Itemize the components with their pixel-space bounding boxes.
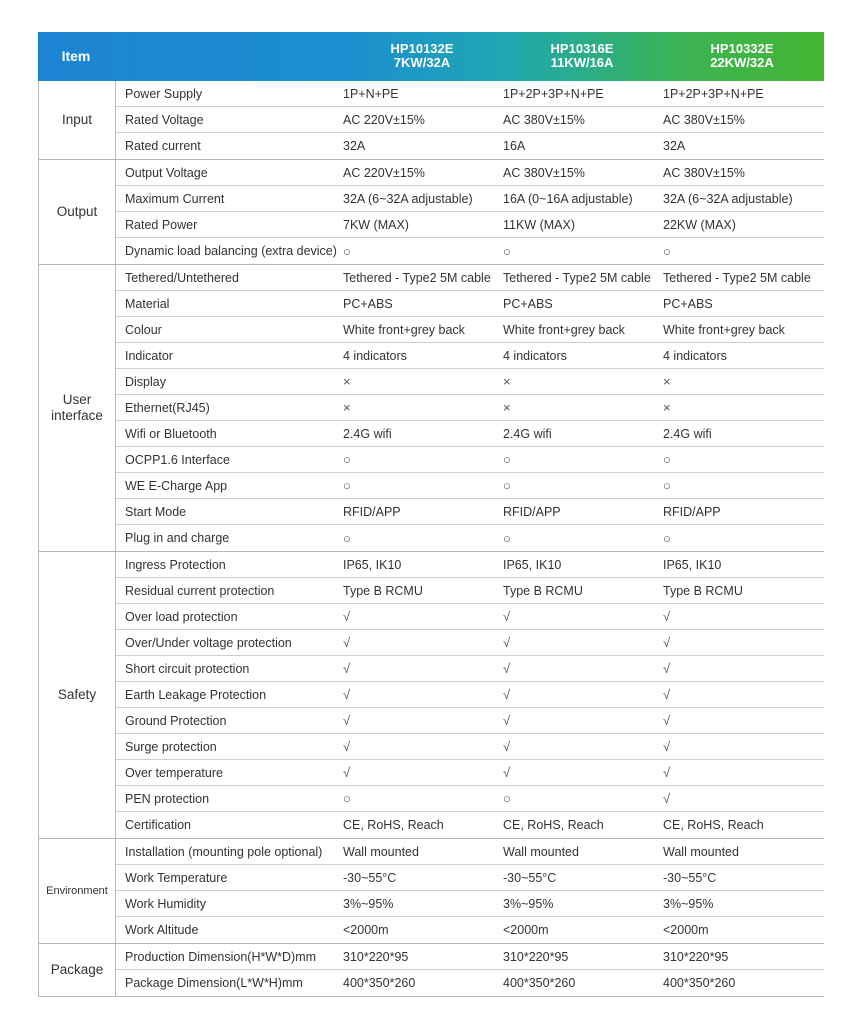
spec-value: 1P+N+PE (343, 86, 399, 101)
spec-value: × (663, 400, 671, 415)
spec-value: CE, RoHS, Reach (343, 818, 444, 832)
spec-group (38, 839, 824, 944)
table-row (116, 917, 824, 943)
spec-value: 4 indicators (343, 348, 407, 363)
header-item-label: Item (61, 48, 91, 64)
spec-name: Plug in and charge (125, 531, 230, 545)
spec-value: Wall mounted (343, 844, 419, 859)
spec-group (38, 160, 824, 265)
spec-value: <2000m (503, 923, 549, 937)
spec-value: 400*350*260 (343, 976, 416, 990)
model-rating: 22KW/32A (710, 55, 774, 70)
spec-value: -30~55°C (663, 870, 717, 885)
spec-value: × (343, 374, 351, 389)
spec-name: Tethered/Untethered (125, 270, 239, 285)
spec-name: Work Altitude (125, 923, 199, 937)
table-row (116, 604, 824, 630)
spec-value: √ (663, 687, 671, 702)
spec-value: × (503, 400, 511, 415)
model-code: HP10132E (390, 41, 454, 56)
spec-value: Wall mounted (503, 844, 579, 859)
spec-value: IP65, IK10 (663, 557, 722, 572)
table-row (116, 421, 824, 447)
spec-value: Tethered - Type2 5M cable (343, 270, 491, 285)
table-row (116, 133, 824, 159)
spec-value: ○ (503, 530, 511, 546)
spec-value: √ (503, 687, 511, 702)
table-row (116, 944, 824, 970)
spec-name: OCPP1.6 Interface (125, 452, 230, 467)
spec-value: RFID/APP (663, 504, 721, 519)
spec-name: Production Dimension(H*W*D)mm (125, 949, 317, 964)
table-row (116, 447, 824, 473)
table-row (116, 238, 824, 264)
table-row (116, 499, 824, 525)
spec-value: √ (663, 739, 671, 754)
spec-value: 16A (503, 139, 526, 153)
spec-value: √ (343, 609, 351, 624)
table-row (116, 291, 824, 317)
spec-value: PC+ABS (663, 296, 713, 311)
header-model-3 (667, 42, 817, 70)
spec-value: ○ (343, 452, 351, 467)
spec-value: AC 220V±15% (343, 165, 425, 180)
group-rows (116, 81, 824, 159)
spec-value: √ (663, 609, 671, 624)
spec-name: Output Voltage (125, 165, 208, 180)
spec-value: Type B RCMU (663, 583, 743, 598)
table-header (38, 32, 824, 81)
spec-name: Display (125, 374, 166, 389)
spec-value: 400*350*260 (663, 976, 736, 990)
spec-value: 310*220*95 (663, 949, 729, 964)
spec-name: Dynamic load balancing (extra device) (125, 244, 337, 258)
spec-value: 1P+2P+3P+N+PE (503, 86, 604, 101)
spec-value: 2.4G wifi (663, 426, 712, 441)
spec-value: ○ (343, 478, 351, 493)
spec-value: White front+grey back (503, 322, 625, 337)
spec-value: 32A (663, 139, 686, 153)
spec-value: IP65, IK10 (503, 557, 562, 572)
spec-value: IP65, IK10 (343, 557, 402, 572)
spec-value: √ (663, 661, 671, 676)
table-row (116, 107, 824, 133)
spec-name: Package Dimension(L*W*H)mm (125, 976, 303, 990)
spec-name: Maximum Current (125, 191, 225, 206)
spec-value: Type B RCMU (503, 583, 583, 598)
spec-value: ○ (343, 791, 351, 806)
table-row (116, 395, 824, 421)
spec-group (38, 265, 824, 552)
table-row (116, 786, 824, 812)
spec-value: √ (503, 635, 511, 650)
spec-name: Start Mode (125, 504, 187, 519)
spec-value: RFID/APP (343, 504, 401, 519)
spec-value: White front+grey back (663, 322, 785, 337)
spec-value: 400*350*260 (503, 976, 576, 990)
table-row (116, 265, 824, 291)
spec-value: √ (503, 609, 511, 624)
header-model-1 (347, 42, 497, 70)
spec-value: √ (663, 765, 671, 780)
table-row (116, 473, 824, 499)
spec-name: Short circuit protection (125, 661, 250, 676)
group-label: Output (38, 160, 116, 264)
spec-name: Wifi or Bluetooth (125, 426, 217, 441)
group-label: User interface (38, 265, 116, 551)
spec-value: -30~55°C (503, 870, 557, 885)
spec-value: Tethered - Type2 5M cable (503, 270, 651, 285)
spec-value: 310*220*95 (343, 949, 409, 964)
spec-value: √ (663, 791, 671, 806)
spec-value: 7KW (MAX) (343, 217, 409, 232)
table-row (116, 160, 824, 186)
spec-value: √ (343, 765, 351, 780)
spec-value: 32A (6~32A adjustable) (343, 191, 473, 206)
table-row (116, 578, 824, 604)
table-row (116, 317, 824, 343)
spec-value: <2000m (663, 923, 709, 937)
spec-value: <2000m (343, 923, 389, 937)
spec-name: Material (125, 296, 170, 311)
spec-value: √ (663, 713, 671, 728)
spec-name: Rated Power (125, 217, 198, 232)
spec-value: √ (343, 713, 351, 728)
table-row (116, 708, 824, 734)
spec-value: ○ (503, 452, 511, 467)
spec-value: AC 380V±15% (663, 112, 745, 127)
table-row (116, 212, 824, 238)
spec-value: ○ (663, 478, 671, 493)
spec-name: Indicator (125, 348, 173, 363)
spec-name: Power Supply (125, 86, 203, 101)
spec-name: Earth Leakage Protection (125, 687, 267, 702)
spec-value: 1P+2P+3P+N+PE (663, 86, 764, 101)
table-row (116, 970, 824, 996)
table-row (116, 656, 824, 682)
spec-value: ○ (503, 243, 511, 259)
model-rating: 11KW/16A (550, 55, 614, 70)
spec-value: PC+ABS (343, 296, 393, 311)
spec-name: Ground Protection (125, 713, 227, 728)
header-model-2 (507, 42, 657, 70)
spec-value: √ (503, 739, 511, 754)
spec-value: ○ (663, 530, 671, 546)
spec-name: Over/Under voltage protection (125, 635, 292, 650)
spec-value: White front+grey back (343, 322, 465, 337)
group-rows (116, 160, 824, 264)
spec-name: Work Temperature (125, 870, 228, 885)
group-label: Environment (38, 839, 116, 943)
spec-value: 32A (6~32A adjustable) (663, 191, 793, 206)
spec-value: CE, RoHS, Reach (663, 818, 764, 832)
table-row (116, 81, 824, 107)
table-row (116, 369, 824, 395)
spec-value: CE, RoHS, Reach (503, 818, 604, 832)
spec-value: ○ (343, 243, 351, 259)
spec-value: √ (343, 635, 351, 650)
spec-value: -30~55°C (343, 870, 397, 885)
spec-name: Over load protection (125, 609, 238, 624)
spec-value: 3%~95% (663, 896, 714, 911)
table-row (116, 865, 824, 891)
table-body (38, 81, 824, 997)
spec-name: Colour (125, 322, 162, 337)
spec-value: √ (503, 765, 511, 780)
group-label: Package (38, 944, 116, 996)
spec-value: ○ (343, 530, 351, 546)
spec-value: 22KW (MAX) (663, 217, 736, 232)
spec-group (38, 944, 824, 997)
model-rating: 7KW/32A (393, 55, 451, 70)
table-row (116, 525, 824, 551)
spec-name: PEN protection (125, 791, 210, 806)
table-row (116, 682, 824, 708)
table-row (116, 630, 824, 656)
model-code: HP10316E (550, 41, 614, 56)
group-rows (116, 265, 824, 551)
group-rows (116, 839, 824, 943)
spec-value: × (343, 400, 351, 415)
spec-table (38, 32, 824, 997)
spec-value: RFID/APP (503, 504, 561, 519)
spec-value: √ (343, 687, 351, 702)
table-row (116, 839, 824, 865)
table-row (116, 734, 824, 760)
spec-value: 32A (343, 139, 366, 153)
spec-name: Ingress Protection (125, 557, 226, 572)
spec-value: × (663, 374, 671, 389)
spec-value: 310*220*95 (503, 949, 569, 964)
spec-value: 3%~95% (343, 896, 394, 911)
spec-value: Tethered - Type2 5M cable (663, 270, 811, 285)
table-row (116, 552, 824, 578)
spec-value: AC 380V±15% (503, 112, 585, 127)
group-label: Input (38, 81, 116, 159)
spec-value: ○ (663, 452, 671, 467)
spec-name: WE E-Charge App (125, 478, 228, 493)
spec-value: 2.4G wifi (503, 426, 552, 441)
table-row (116, 343, 824, 369)
spec-value: √ (503, 713, 511, 728)
table-row (116, 891, 824, 917)
group-label: Safety (38, 552, 116, 838)
table-row (116, 812, 824, 838)
group-rows (116, 552, 824, 838)
spec-name: Over temperature (125, 765, 223, 780)
spec-value: Type B RCMU (343, 583, 423, 598)
spec-value: ○ (503, 478, 511, 493)
spec-value: 11KW (MAX) (503, 217, 575, 232)
spec-name: Rated current (125, 139, 201, 153)
spec-value: ○ (663, 243, 671, 259)
spec-group (38, 81, 824, 160)
spec-value: AC 220V±15% (343, 112, 425, 127)
table-row (116, 186, 824, 212)
spec-value: × (503, 374, 511, 389)
spec-value: 16A (0~16A adjustable) (503, 191, 633, 206)
spec-name: Ethernet(RJ45) (125, 400, 210, 415)
model-code: HP10332E (710, 41, 774, 56)
spec-name: Surge protection (125, 739, 217, 754)
group-rows (116, 944, 824, 996)
spec-value: AC 380V±15% (503, 165, 585, 180)
spec-group (38, 552, 824, 839)
spec-name: Work Humidity (125, 896, 207, 911)
spec-name: Installation (mounting pole optional) (125, 844, 323, 859)
spec-value: ○ (503, 791, 511, 806)
spec-name: Residual current protection (125, 583, 275, 598)
spec-value: √ (663, 635, 671, 650)
spec-name: Certification (125, 818, 191, 832)
table-row (116, 760, 824, 786)
spec-value: 2.4G wifi (343, 426, 392, 441)
spec-value: Wall mounted (663, 844, 739, 859)
spec-value: AC 380V±15% (663, 165, 745, 180)
spec-value: 4 indicators (663, 348, 727, 363)
spec-value: 4 indicators (503, 348, 567, 363)
spec-value: √ (343, 739, 351, 754)
spec-value: 3%~95% (503, 896, 554, 911)
spec-value: PC+ABS (503, 296, 553, 311)
spec-name: Rated Voltage (125, 112, 204, 127)
spec-value: √ (343, 661, 351, 676)
spec-value: √ (503, 661, 511, 676)
